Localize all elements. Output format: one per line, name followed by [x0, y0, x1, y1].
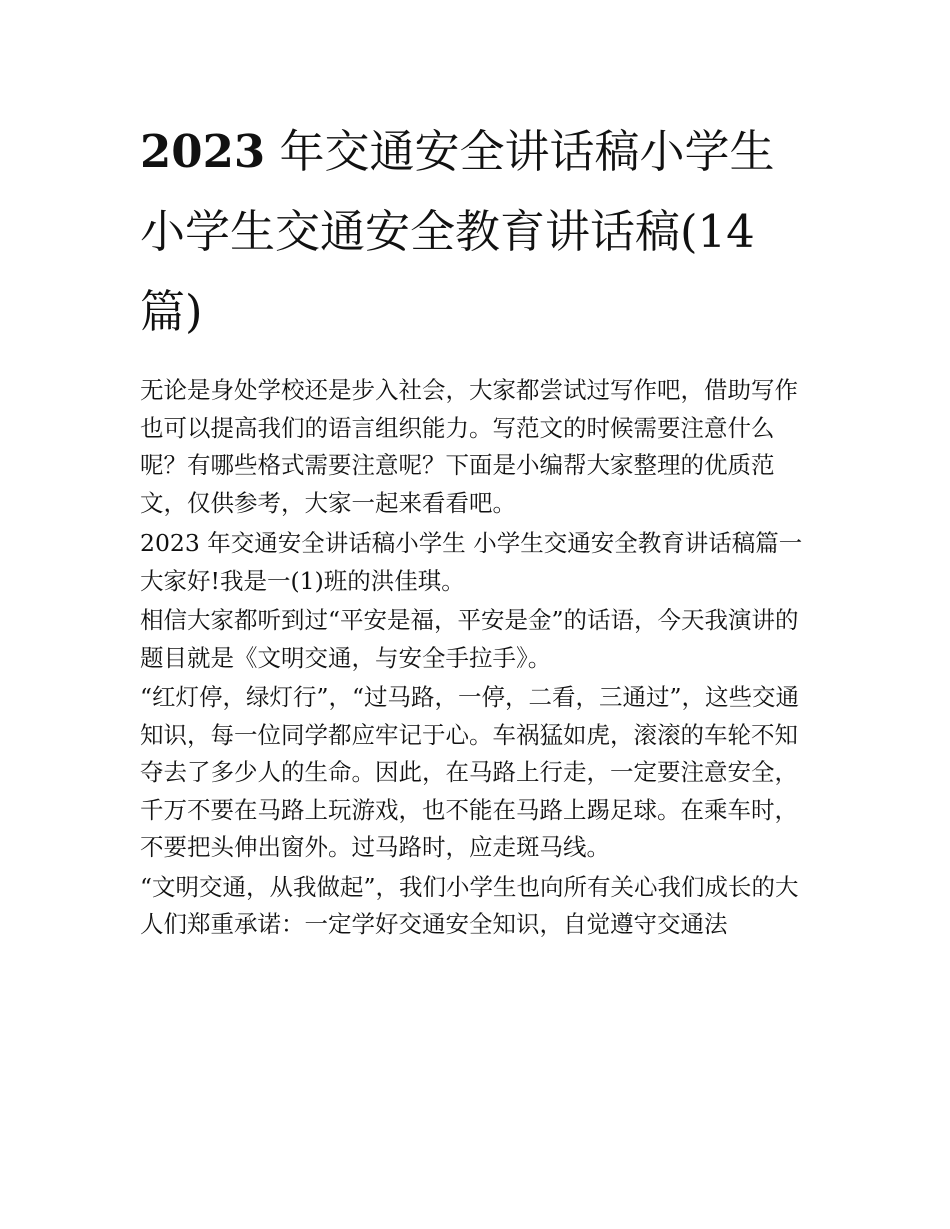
speech-paragraph-2: “红灯停，绿灯行”，“过马路，一停，二看，三通过”，这些交通知识，每一位同学都应牢记于心。车祸猛如虎，滚滚的车轮不知夺去了多少人的生命。因此，在马路上行走，一定要注意安全，千万不要在马路上玩游戏，也不能在马路上踢足球。在乘车时，不要把头伸出窗外。过马路时，应走斑马线。: [140, 683, 800, 861]
title-year: 2023: [140, 125, 266, 178]
section-heading-paragraph: 2023 年交通安全讲话稿小学生 小学生交通安全教育讲话稿篇一 大家好!我是一(1)班的洪佳琪。: [140, 529, 803, 595]
document-body: [140, 372, 812, 944]
speech-paragraph-1: 相信大家都听到过“平安是福，平安是金”的话语，今天我演讲的题目就是《文明交通，与安全手拉手》。: [140, 606, 799, 672]
document-title: [140, 112, 812, 352]
title-text: 年交通安全讲话稿小学生小学生交通安全教育讲话稿(14篇): [140, 125, 775, 338]
speech-paragraph-3: “文明交通，从我做起”，我们小学生也向所有关心我们成长的大人们郑重承诺：一定学好交通安全知识，自觉遵守交通法: [140, 872, 799, 938]
document-page: [140, 112, 812, 946]
intro-paragraph: 无论是身处学校还是步入社会，大家都尝试过写作吧，借助写作也可以提高我们的语言组织能力。写范文的时候需要注意什么呢？有哪些格式需要注意呢？下面是小编帮大家整理的优质范文，仅供参考，大家一起来看看吧。: [140, 376, 798, 517]
